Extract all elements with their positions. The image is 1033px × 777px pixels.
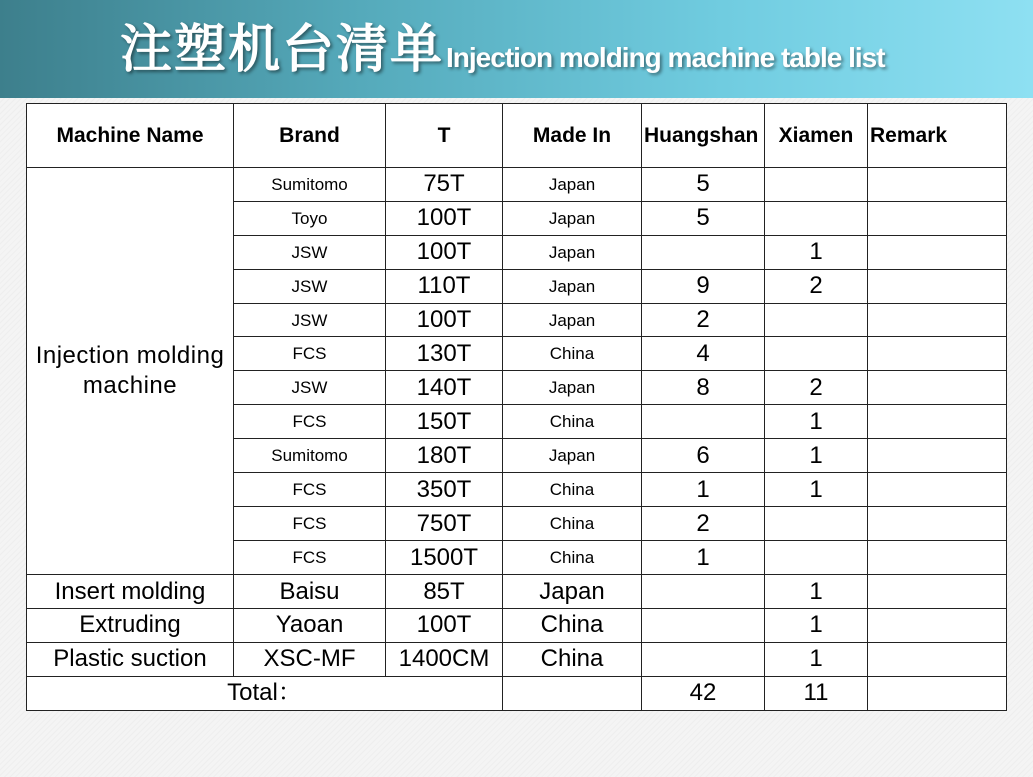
- header-remark: Remark: [868, 104, 1007, 168]
- made-in-cell: China: [503, 337, 642, 371]
- remark-cell: [868, 201, 1007, 235]
- tonnage-cell: 1400CM: [386, 642, 503, 676]
- tonnage-cell: 75T: [386, 167, 503, 201]
- made-in-cell: Japan: [503, 575, 642, 609]
- made-in-cell: Japan: [503, 201, 642, 235]
- title-banner: [0, 0, 1033, 98]
- made-in-cell: China: [503, 405, 642, 439]
- machine-name-cell: Insert molding: [27, 575, 234, 609]
- total-row: [27, 676, 1007, 710]
- brand-cell: FCS: [234, 473, 386, 507]
- made-in-cell: Japan: [503, 167, 642, 201]
- remark-cell: [868, 608, 1007, 642]
- huangshan-cell: 1: [642, 541, 765, 575]
- xiamen-cell: 1: [765, 642, 868, 676]
- tonnage-cell: 180T: [386, 439, 503, 473]
- brand-cell: Sumitomo: [234, 439, 386, 473]
- brand-cell: FCS: [234, 405, 386, 439]
- header-machine-name: Machine Name: [27, 104, 234, 168]
- tonnage-cell: 750T: [386, 507, 503, 541]
- brand-cell: FCS: [234, 507, 386, 541]
- xiamen-cell: [765, 303, 868, 337]
- huangshan-cell: 2: [642, 303, 765, 337]
- brand-cell: JSW: [234, 303, 386, 337]
- remark-cell: [868, 235, 1007, 269]
- tonnage-cell: 110T: [386, 269, 503, 303]
- xiamen-cell: [765, 507, 868, 541]
- made-in-cell: Japan: [503, 269, 642, 303]
- brand-cell: Baisu: [234, 575, 386, 609]
- tonnage-cell: 350T: [386, 473, 503, 507]
- huangshan-cell: 2: [642, 507, 765, 541]
- made-in-cell: Japan: [503, 371, 642, 405]
- remark-cell: [868, 642, 1007, 676]
- machine-name-cell: Plastic suction: [27, 642, 234, 676]
- xiamen-cell: [765, 201, 868, 235]
- header-huangshan: Huangshan: [642, 104, 765, 168]
- header-t: T: [386, 104, 503, 168]
- xiamen-cell: [765, 167, 868, 201]
- huangshan-cell: 1: [642, 473, 765, 507]
- remark-cell: [868, 167, 1007, 201]
- remark-cell: [868, 473, 1007, 507]
- tonnage-cell: 100T: [386, 235, 503, 269]
- remark-cell: [868, 405, 1007, 439]
- total-made-in-cell: [503, 676, 642, 710]
- xiamen-cell: 1: [765, 439, 868, 473]
- made-in-cell: Japan: [503, 303, 642, 337]
- xiamen-cell: 1: [765, 575, 868, 609]
- huangshan-cell: 9: [642, 269, 765, 303]
- tonnage-cell: 85T: [386, 575, 503, 609]
- tonnage-cell: 1500T: [386, 541, 503, 575]
- remark-cell: [868, 439, 1007, 473]
- remark-cell: [868, 303, 1007, 337]
- remark-cell: [868, 269, 1007, 303]
- table-row: [27, 642, 1007, 676]
- brand-cell: JSW: [234, 269, 386, 303]
- huangshan-cell: [642, 405, 765, 439]
- brand-cell: Sumitomo: [234, 167, 386, 201]
- tonnage-cell: 100T: [386, 303, 503, 337]
- brand-cell: JSW: [234, 235, 386, 269]
- header-brand: Brand: [234, 104, 386, 168]
- remark-cell: [868, 371, 1007, 405]
- page-title: [120, 10, 885, 80]
- remark-cell: [868, 575, 1007, 609]
- xiamen-cell: 2: [765, 371, 868, 405]
- tonnage-cell: 150T: [386, 405, 503, 439]
- made-in-cell: China: [503, 507, 642, 541]
- header-row: [27, 104, 1007, 168]
- tonnage-cell: 100T: [386, 201, 503, 235]
- machine-group-name: Injection molding machine: [27, 167, 234, 574]
- header-made-in: Made In: [503, 104, 642, 168]
- brand-cell: Toyo: [234, 201, 386, 235]
- tonnage-cell: 140T: [386, 371, 503, 405]
- table-row: [27, 575, 1007, 609]
- huangshan-cell: 4: [642, 337, 765, 371]
- remark-cell: [868, 507, 1007, 541]
- huangshan-cell: [642, 642, 765, 676]
- huangshan-cell: 8: [642, 371, 765, 405]
- total-label: Total：: [27, 676, 503, 710]
- total-xiamen: 11: [765, 676, 868, 710]
- total-remark-cell: [868, 676, 1007, 710]
- table-row: [27, 167, 1007, 201]
- machine-name-cell: Extruding: [27, 608, 234, 642]
- brand-cell: FCS: [234, 337, 386, 371]
- tonnage-cell: 100T: [386, 608, 503, 642]
- xiamen-cell: 1: [765, 608, 868, 642]
- made-in-cell: Japan: [503, 439, 642, 473]
- huangshan-cell: [642, 575, 765, 609]
- xiamen-cell: [765, 541, 868, 575]
- brand-cell: JSW: [234, 371, 386, 405]
- table-row: [27, 608, 1007, 642]
- total-huangshan: 42: [642, 676, 765, 710]
- huangshan-cell: [642, 608, 765, 642]
- header-xiamen: Xiamen: [765, 104, 868, 168]
- huangshan-cell: 5: [642, 167, 765, 201]
- made-in-cell: Japan: [503, 235, 642, 269]
- brand-cell: Yaoan: [234, 608, 386, 642]
- machine-table: [26, 103, 1007, 711]
- huangshan-cell: 6: [642, 439, 765, 473]
- remark-cell: [868, 541, 1007, 575]
- page-title-en: Injection molding machine table list: [446, 42, 885, 73]
- tonnage-cell: 130T: [386, 337, 503, 371]
- brand-cell: XSC-MF: [234, 642, 386, 676]
- page-title-zh: 注塑机台清单: [120, 20, 445, 80]
- xiamen-cell: [765, 337, 868, 371]
- remark-cell: [868, 337, 1007, 371]
- made-in-cell: China: [503, 473, 642, 507]
- xiamen-cell: 2: [765, 269, 868, 303]
- xiamen-cell: 1: [765, 473, 868, 507]
- xiamen-cell: 1: [765, 235, 868, 269]
- huangshan-cell: [642, 235, 765, 269]
- brand-cell: FCS: [234, 541, 386, 575]
- made-in-cell: China: [503, 541, 642, 575]
- made-in-cell: China: [503, 608, 642, 642]
- huangshan-cell: 5: [642, 201, 765, 235]
- made-in-cell: China: [503, 642, 642, 676]
- xiamen-cell: 1: [765, 405, 868, 439]
